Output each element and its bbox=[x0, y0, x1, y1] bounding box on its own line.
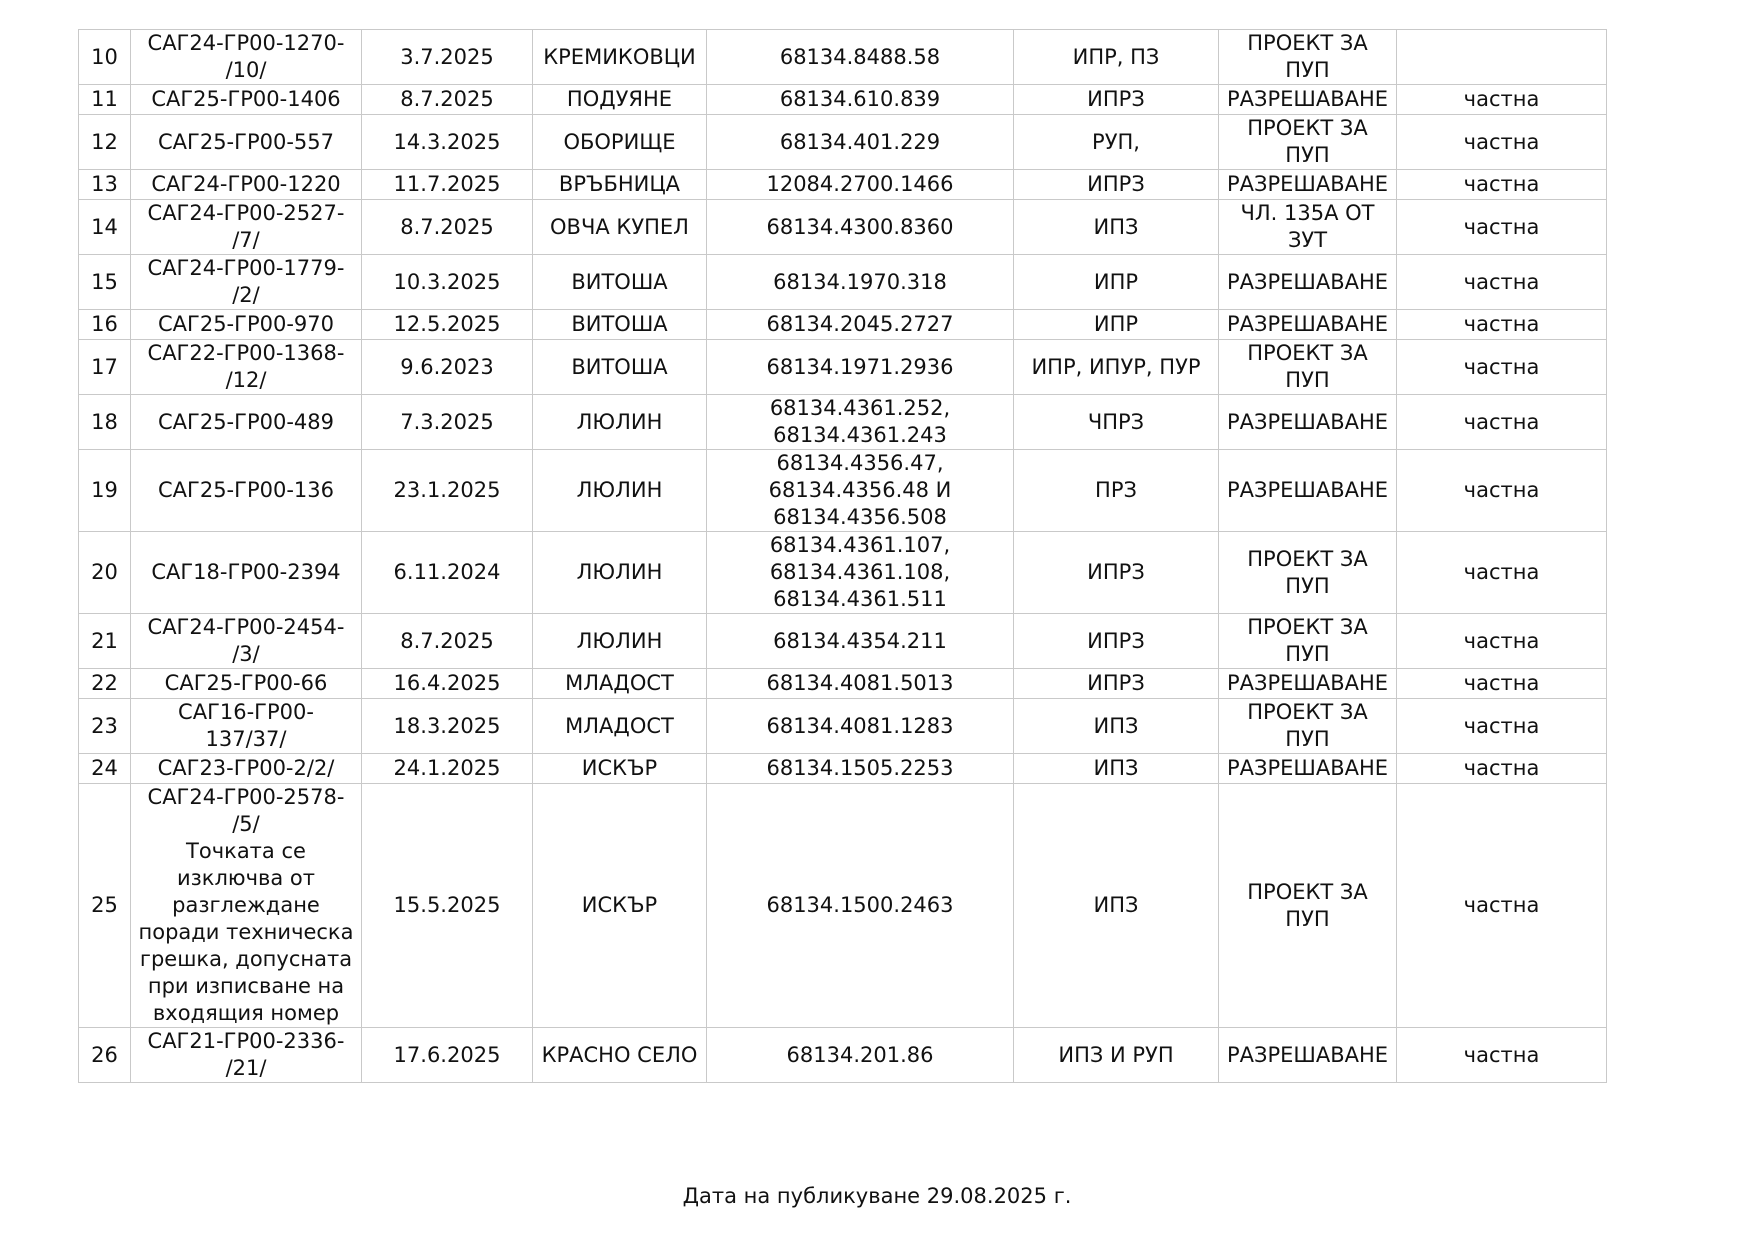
plan-type-cell: ИПР, ПЗ bbox=[1014, 30, 1219, 85]
plan-type-cell: ИПРЗ bbox=[1014, 669, 1219, 699]
ownership-cell: частна bbox=[1397, 784, 1607, 1028]
file-number-cell: САГ23-ГР00-2/2/ bbox=[131, 754, 362, 784]
ownership-cell: частна bbox=[1397, 85, 1607, 115]
parcel-ids-cell: 68134.1500.2463 bbox=[707, 784, 1014, 1028]
table-row bbox=[79, 395, 1607, 450]
stage-cell: ПРОЕКТ ЗА ПУП bbox=[1219, 30, 1397, 85]
plan-type-cell: ИПРЗ bbox=[1014, 85, 1219, 115]
row-number-cell: 12 bbox=[79, 115, 131, 170]
district-cell: ИСКЪР bbox=[533, 784, 707, 1028]
district-cell: КРЕМИКОВЦИ bbox=[533, 30, 707, 85]
table-row bbox=[79, 1028, 1607, 1083]
stage-cell: ПРОЕКТ ЗА ПУП bbox=[1219, 699, 1397, 754]
table-row bbox=[79, 200, 1607, 255]
ownership-cell: частна bbox=[1397, 614, 1607, 669]
parcel-ids-cell: 68134.610.839 bbox=[707, 85, 1014, 115]
district-cell: ВРЪБНИЦА bbox=[533, 170, 707, 200]
row-number-cell: 14 bbox=[79, 200, 131, 255]
file-number-cell: САГ25-ГР00-1406 bbox=[131, 85, 362, 115]
row-number-cell: 11 bbox=[79, 85, 131, 115]
ownership-cell: частна bbox=[1397, 170, 1607, 200]
ownership-cell: частна bbox=[1397, 754, 1607, 784]
plan-type-cell: ЧПРЗ bbox=[1014, 395, 1219, 450]
date-cell: 11.7.2025 bbox=[362, 170, 533, 200]
table-row bbox=[79, 754, 1607, 784]
ownership-cell: частна bbox=[1397, 255, 1607, 310]
stage-cell: РАЗРЕШАВАНЕ bbox=[1219, 255, 1397, 310]
district-cell: ЛЮЛИН bbox=[533, 532, 707, 614]
date-cell: 8.7.2025 bbox=[362, 85, 533, 115]
row-number-cell: 19 bbox=[79, 450, 131, 532]
table-row bbox=[79, 532, 1607, 614]
parcel-ids-cell: 68134.4300.8360 bbox=[707, 200, 1014, 255]
stage-cell: РАЗРЕШАВАНЕ bbox=[1219, 85, 1397, 115]
stage-cell: РАЗРЕШАВАНЕ bbox=[1219, 310, 1397, 340]
ownership-cell bbox=[1397, 30, 1607, 85]
table-row bbox=[79, 310, 1607, 340]
plan-type-cell: ИПР bbox=[1014, 255, 1219, 310]
parcel-ids-cell: 68134.4356.47, 68134.4356.48 И 68134.4356.508 bbox=[707, 450, 1014, 532]
plan-type-cell: ИПРЗ bbox=[1014, 532, 1219, 614]
parcel-ids-cell: 68134.8488.58 bbox=[707, 30, 1014, 85]
table-row bbox=[79, 85, 1607, 115]
table-row bbox=[79, 450, 1607, 532]
stage-cell: ПРОЕКТ ЗА ПУП bbox=[1219, 532, 1397, 614]
parcel-ids-cell: 68134.1970.318 bbox=[707, 255, 1014, 310]
date-cell: 9.6.2023 bbox=[362, 340, 533, 395]
table-row bbox=[79, 784, 1607, 1028]
stage-cell: РАЗРЕШАВАНЕ bbox=[1219, 669, 1397, 699]
file-number-cell: САГ24-ГР00-1270- /10/ bbox=[131, 30, 362, 85]
plan-type-cell: ИПЗ bbox=[1014, 200, 1219, 255]
plan-type-cell: ИПРЗ bbox=[1014, 170, 1219, 200]
date-cell: 17.6.2025 bbox=[362, 1028, 533, 1083]
date-cell: 3.7.2025 bbox=[362, 30, 533, 85]
row-number-cell: 15 bbox=[79, 255, 131, 310]
stage-cell: ПРОЕКТ ЗА ПУП bbox=[1219, 614, 1397, 669]
parcel-ids-cell: 68134.4081.1283 bbox=[707, 699, 1014, 754]
stage-cell: ПРОЕКТ ЗА ПУП bbox=[1219, 784, 1397, 1028]
file-number-cell: САГ24-ГР00-2454- /3/ bbox=[131, 614, 362, 669]
district-cell: КРАСНО СЕЛО bbox=[533, 1028, 707, 1083]
district-cell: ОВЧА КУПЕЛ bbox=[533, 200, 707, 255]
ownership-cell: частна bbox=[1397, 669, 1607, 699]
stage-cell: РАЗРЕШАВАНЕ bbox=[1219, 450, 1397, 532]
row-number-cell: 18 bbox=[79, 395, 131, 450]
row-number-cell: 17 bbox=[79, 340, 131, 395]
row-number-cell: 24 bbox=[79, 754, 131, 784]
plan-type-cell: ИПЗ bbox=[1014, 784, 1219, 1028]
row-number-cell: 13 bbox=[79, 170, 131, 200]
plan-type-cell: ИПЗ bbox=[1014, 699, 1219, 754]
date-cell: 6.11.2024 bbox=[362, 532, 533, 614]
ownership-cell: частна bbox=[1397, 450, 1607, 532]
date-cell: 8.7.2025 bbox=[362, 614, 533, 669]
date-cell: 10.3.2025 bbox=[362, 255, 533, 310]
ownership-cell: частна bbox=[1397, 200, 1607, 255]
date-cell: 16.4.2025 bbox=[362, 669, 533, 699]
ownership-cell: частна bbox=[1397, 699, 1607, 754]
date-cell: 8.7.2025 bbox=[362, 200, 533, 255]
file-number-cell: САГ18-ГР00-2394 bbox=[131, 532, 362, 614]
district-cell: МЛАДОСТ bbox=[533, 699, 707, 754]
date-cell: 12.5.2025 bbox=[362, 310, 533, 340]
table-row bbox=[79, 669, 1607, 699]
date-cell: 7.3.2025 bbox=[362, 395, 533, 450]
file-number-cell: САГ21-ГР00-2336- /21/ bbox=[131, 1028, 362, 1083]
table-row bbox=[79, 340, 1607, 395]
table-row bbox=[79, 170, 1607, 200]
table-row bbox=[79, 115, 1607, 170]
plan-type-cell: РУП, bbox=[1014, 115, 1219, 170]
file-number-cell: САГ24-ГР00-1220 bbox=[131, 170, 362, 200]
table-row bbox=[79, 30, 1607, 85]
table-row bbox=[79, 699, 1607, 754]
district-cell: ПОДУЯНЕ bbox=[533, 85, 707, 115]
row-number-cell: 10 bbox=[79, 30, 131, 85]
plan-type-cell: ИПРЗ bbox=[1014, 614, 1219, 669]
file-number-cell: САГ25-ГР00-970 bbox=[131, 310, 362, 340]
date-cell: 14.3.2025 bbox=[362, 115, 533, 170]
district-cell: ЛЮЛИН bbox=[533, 395, 707, 450]
plan-type-cell: ПРЗ bbox=[1014, 450, 1219, 532]
row-number-cell: 26 bbox=[79, 1028, 131, 1083]
district-cell: ЛЮЛИН bbox=[533, 614, 707, 669]
parcel-ids-cell: 68134.4361.107, 68134.4361.108, 68134.4361.511 bbox=[707, 532, 1014, 614]
parcel-ids-cell: 68134.201.86 bbox=[707, 1028, 1014, 1083]
file-number-cell: САГ24-ГР00-2527- /7/ bbox=[131, 200, 362, 255]
district-cell: МЛАДОСТ bbox=[533, 669, 707, 699]
plan-type-cell: ИПР, ИПУР, ПУР bbox=[1014, 340, 1219, 395]
file-number-cell: САГ22-ГР00-1368- /12/ bbox=[131, 340, 362, 395]
date-cell: 18.3.2025 bbox=[362, 699, 533, 754]
row-number-cell: 23 bbox=[79, 699, 131, 754]
stage-cell: ПРОЕКТ ЗА ПУП bbox=[1219, 115, 1397, 170]
file-number-cell: САГ25-ГР00-557 bbox=[131, 115, 362, 170]
district-cell: ИСКЪР bbox=[533, 754, 707, 784]
stage-cell: РАЗРЕШАВАНЕ bbox=[1219, 170, 1397, 200]
ownership-cell: частна bbox=[1397, 310, 1607, 340]
plan-type-cell: ИПЗ И РУП bbox=[1014, 1028, 1219, 1083]
parcel-ids-cell: 68134.4354.211 bbox=[707, 614, 1014, 669]
parcel-ids-cell: 68134.2045.2727 bbox=[707, 310, 1014, 340]
parcel-ids-cell: 68134.1971.2936 bbox=[707, 340, 1014, 395]
date-cell: 23.1.2025 bbox=[362, 450, 533, 532]
table-row bbox=[79, 614, 1607, 669]
plan-type-cell: ИПЗ bbox=[1014, 754, 1219, 784]
ownership-cell: частна bbox=[1397, 532, 1607, 614]
date-cell: 15.5.2025 bbox=[362, 784, 533, 1028]
parcel-ids-cell: 68134.1505.2253 bbox=[707, 754, 1014, 784]
parcel-ids-cell: 68134.401.229 bbox=[707, 115, 1014, 170]
file-number-cell: САГ25-ГР00-489 bbox=[131, 395, 362, 450]
stage-cell: РАЗРЕШАВАНЕ bbox=[1219, 395, 1397, 450]
file-number-cell: САГ24-ГР00-2578- /5/ Точката се изключва от разглеждане поради техническа грешка, допусната при изписване на входящия номер bbox=[131, 784, 362, 1028]
publication-date: Дата на публикуване 29.08.2025 г. bbox=[682, 1184, 1072, 1208]
stage-cell: РАЗРЕШАВАНЕ bbox=[1219, 754, 1397, 784]
plan-type-cell: ИПР bbox=[1014, 310, 1219, 340]
parcel-ids-cell: 12084.2700.1466 bbox=[707, 170, 1014, 200]
district-cell: ВИТОША bbox=[533, 255, 707, 310]
row-number-cell: 16 bbox=[79, 310, 131, 340]
ownership-cell: частна bbox=[1397, 340, 1607, 395]
ownership-cell: частна bbox=[1397, 1028, 1607, 1083]
row-number-cell: 20 bbox=[79, 532, 131, 614]
district-cell: ОБОРИЩЕ bbox=[533, 115, 707, 170]
parcel-ids-cell: 68134.4081.5013 bbox=[707, 669, 1014, 699]
ownership-cell: частна bbox=[1397, 115, 1607, 170]
file-number-cell: САГ25-ГР00-136 bbox=[131, 450, 362, 532]
file-number-cell: САГ25-ГР00-66 bbox=[131, 669, 362, 699]
date-cell: 24.1.2025 bbox=[362, 754, 533, 784]
file-number-cell: САГ16-ГР00- 137/37/ bbox=[131, 699, 362, 754]
row-number-cell: 21 bbox=[79, 614, 131, 669]
row-number-cell: 22 bbox=[79, 669, 131, 699]
table-row bbox=[79, 255, 1607, 310]
district-cell: ВИТОША bbox=[533, 310, 707, 340]
stage-cell: ЧЛ. 135А ОТ ЗУТ bbox=[1219, 200, 1397, 255]
district-cell: ВИТОША bbox=[533, 340, 707, 395]
district-cell: ЛЮЛИН bbox=[533, 450, 707, 532]
stage-cell: ПРОЕКТ ЗА ПУП bbox=[1219, 340, 1397, 395]
plans-table bbox=[78, 29, 1607, 1083]
ownership-cell: частна bbox=[1397, 395, 1607, 450]
table-body bbox=[79, 30, 1607, 1083]
file-number-cell: САГ24-ГР00-1779- /2/ bbox=[131, 255, 362, 310]
row-number-cell: 25 bbox=[79, 784, 131, 1028]
stage-cell: РАЗРЕШАВАНЕ bbox=[1219, 1028, 1397, 1083]
parcel-ids-cell: 68134.4361.252, 68134.4361.243 bbox=[707, 395, 1014, 450]
